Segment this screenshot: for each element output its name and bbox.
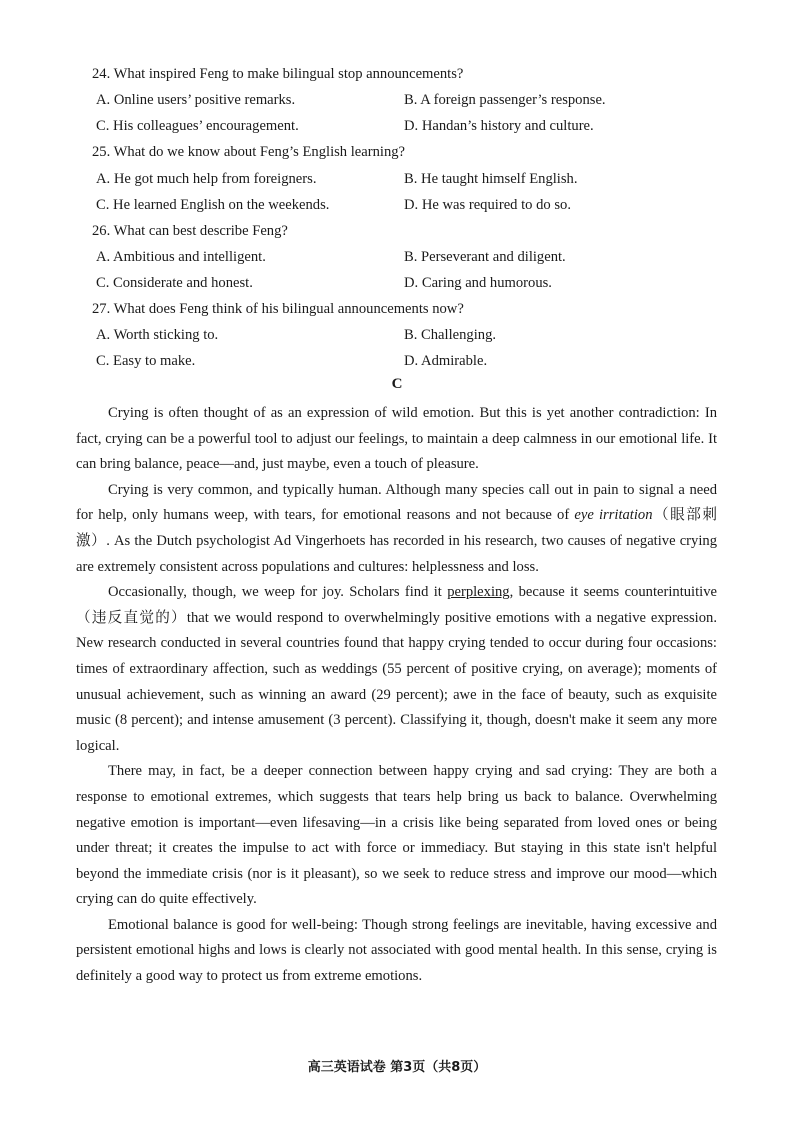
page-footer: 高三英语试卷 第3页（共8页）	[307, 1060, 487, 1075]
paragraph-2-text-start: Crying is very common, and typically human. Although many species call out in pain to signal a need for help, only humans weep, with tears, for emotional reasons and not because of	[76, 481, 717, 524]
section-heading: C	[391, 376, 403, 392]
reading-passage	[76, 401, 717, 990]
question-25-option-a: A. He got much help from foreigners.	[96, 171, 317, 187]
eye-irritation-gloss: （眼部刺激）	[76, 507, 717, 549]
question-27-option-a: A. Worth sticking to.	[96, 327, 219, 343]
passage-paragraph-4: There may, in fact, be a deeper connection between happy crying and sad crying: They are both a response to emotional extremes, which suggests that tears help bring us back to balance. Overwhelming negative emotion is important—even lifesaving—in a crisis like being separated from loved ones or being under threat; it creates the impulse to act with force or immediacy. But staying in this state isn't helpful beyond the immediate crisis (nor is it pleasant), so we seek to reduce stress and improve our mood—which crying can do quite effectively.	[76, 763, 717, 908]
question-26-stem: 26. What can best describe Feng?	[92, 223, 288, 239]
question-26-option-a: A. Ambitious and intelligent.	[96, 249, 266, 265]
question-25-option-d: D. He was required to do so.	[404, 197, 571, 213]
question-27-stem: 27. What does Feng think of his bilingual announcements now?	[92, 301, 464, 317]
question-27-option-b: B. Challenging.	[404, 327, 497, 343]
question-24-option-a: A. Online users’ positive remarks.	[96, 92, 296, 108]
paragraph-3-text-start: Occasionally, though, we weep for joy. Scholars find it	[108, 584, 448, 601]
counterintuitive-gloss: （违反直觉的）	[76, 609, 187, 626]
perplexing-underlined-word: perplexing	[447, 584, 510, 601]
passage-paragraph-1: Crying is often thought of as an expression of wild emotion. But this is yet another contradiction: In fact, crying can be a powerful tool to adjust our feelings, to maintain a deep calmness in our emotional life. It can bring balance, peace—and, just maybe, even a touch of pleasure.	[76, 405, 717, 473]
question-26-option-d: D. Caring and humorous.	[404, 275, 552, 291]
passage-paragraph-2	[76, 478, 717, 580]
paragraph-3-text-end: that we would respond to overwhelmingly positive emotions with a negative expression. New research conducted in several countries found that happy crying tended to occur during four occasions: times of extraordinary affection, such as weddings (55 percent of positive crying, on average); moments of unusual achievement, such as winning an award (29 percent); awe in the face of beauty, such as exquisite music (8 percent); and intense amusement (3 percent). Classifying it, though, doesn't make it seem any more logical.	[76, 609, 717, 754]
paragraph-3-text-mid: , because it seems counterintuitive	[509, 584, 717, 601]
passage-paragraph-5: Emotional balance is good for well-being: Though strong feelings are inevitable, having excessive and persistent emotional highs and lows is clearly not associated with good mental health. In this sense, crying is definitely a good way to protect us from extreme emotions.	[76, 916, 717, 985]
paragraph-2-text-end: . As the Dutch psychologist Ad Vingerhoets has recorded in his research, two causes of negative crying are extremely consistent across populations and cultures: helplessness and loss.	[76, 532, 717, 575]
question-25-option-b: B. He taught himself English.	[404, 171, 578, 187]
question-24-option-d: D. Handan’s history and culture.	[404, 118, 594, 134]
question-24-option-b: B. A foreign passenger’s response.	[404, 92, 606, 108]
passage-paragraph-3	[76, 580, 717, 759]
question-26-option-b: B. Perseverant and diligent.	[404, 249, 566, 265]
question-27-option-c: C. Easy to make.	[96, 353, 196, 369]
question-24-stem: 24. What inspired Feng to make bilingual stop announcements?	[92, 66, 464, 82]
question-27-option-d: D. Admirable.	[404, 353, 488, 369]
question-25-option-c: C. He learned English on the weekends.	[96, 197, 330, 213]
question-26-option-c: C. Considerate and honest.	[96, 275, 253, 291]
question-25-stem: 25. What do we know about Feng’s English learning?	[92, 144, 406, 160]
eye-irritation-term: eye irritation	[574, 507, 653, 524]
question-24-option-c: C. His colleagues’ encouragement.	[96, 118, 299, 134]
